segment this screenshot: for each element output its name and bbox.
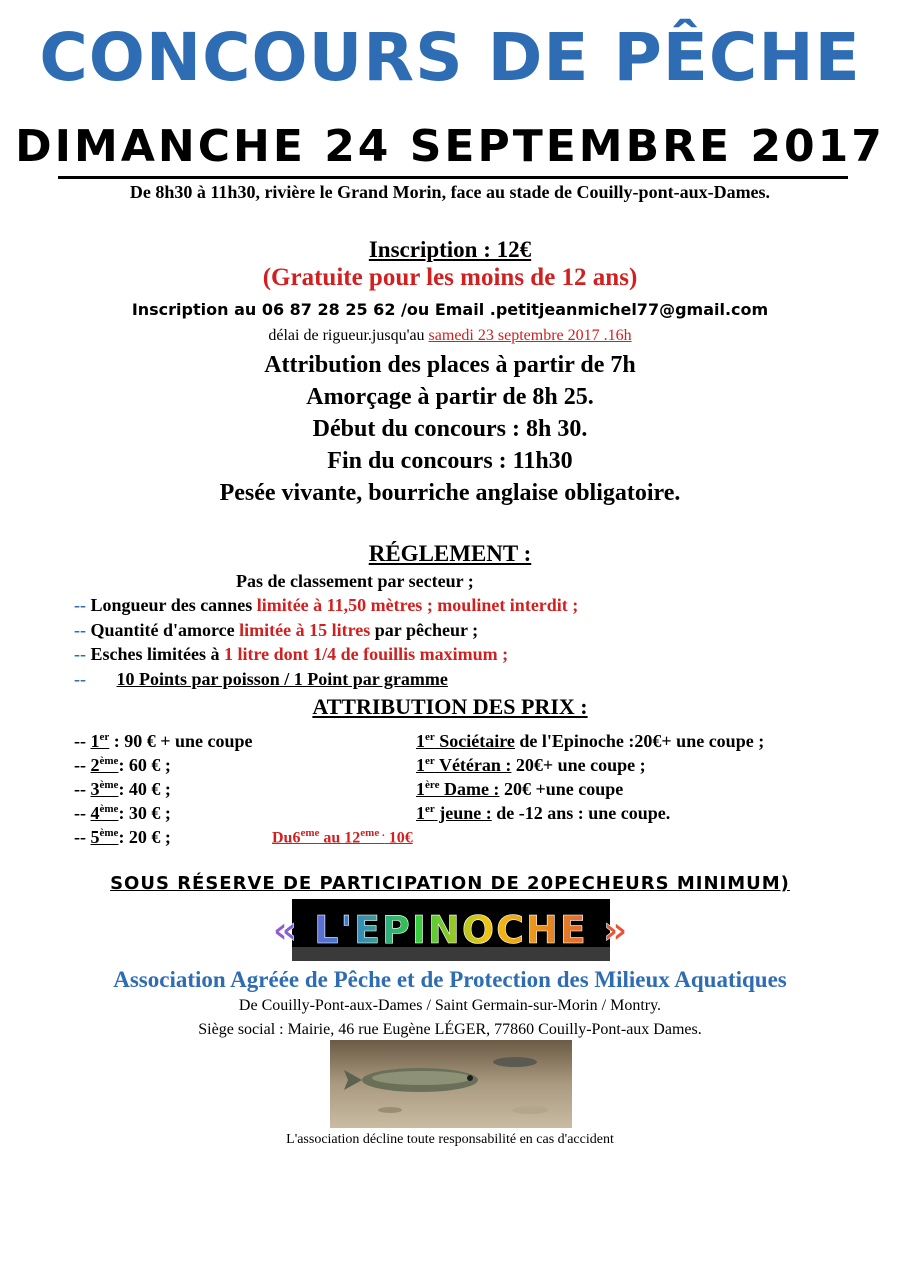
schedule-line: Attribution des places à partir de 7h <box>264 352 636 378</box>
inscription-deadline <box>0 326 900 346</box>
prix-title: ATTRIBUTION DES PRIX : <box>312 694 588 719</box>
reglement-points: -- 10 Points par poisson / 1 Point par gramme <box>74 669 448 689</box>
reglement-item: -- Longueur des cannes limitée à 11,50 mètres ; moulinet interdit ; <box>74 595 579 615</box>
epinoche-logo-graphic <box>272 899 630 961</box>
prix-row: -- 1er : 90 € + une coupe <box>74 731 253 751</box>
deadline-date: samedi 23 septembre 2017 .16h <box>428 327 632 344</box>
inscription-price: Inscription : 12€ <box>368 237 532 262</box>
event-date: DIMANCHE 24 SEPTEMBRE 2017 <box>15 121 885 172</box>
fish-photo <box>330 1040 572 1128</box>
disclaimer: L'association décline toute responsabilité en cas d'accident <box>286 1132 614 1147</box>
date-underline <box>58 176 848 179</box>
epinoche-logo <box>272 899 630 961</box>
schedule-line: Fin du concours : 11h30 <box>327 448 573 474</box>
prix-special: 1er Sociétaire de l'Epinoche :20€+ une coupe ; <box>416 731 765 751</box>
epinoche-logo-text: « L'EPINOCHE » <box>272 908 630 952</box>
inscription-contact: Inscription au 06 87 28 25 62 /ou Email .petitjeanmichel77@gmail.com <box>131 300 769 319</box>
prix-special: 1er Vétéran : 20€+ une coupe ; <box>416 755 646 775</box>
prix-row: -- 5ème: 20 € ; <box>74 827 171 847</box>
association-address: Siège social : Mairie, 46 rue Eugène LÉGER, 77860 Couilly-Pont-aux Dames. <box>198 1021 702 1038</box>
reglement-item: -- Quantité d'amorce limitée à 15 litres par pêcheur ; <box>74 620 479 640</box>
reglement-item: -- Esches limitées à 1 litre dont 1/4 de fouillis maximum ; <box>74 644 509 664</box>
reglement-title: RÉGLEMENT : <box>368 541 532 566</box>
prix-row: -- 3ème: 40 € ; <box>74 779 171 799</box>
poster-title: CONCOURS DE PÊCHE <box>39 19 861 96</box>
prix-row: -- 4ème: 30 € ; <box>74 803 171 823</box>
participation-notice: SOUS RÉSERVE DE PARTICIPATION DE 20PECHEURS MINIMUM) <box>110 873 790 894</box>
association-name: Association Agréée de Pêche et de Protection des Milieux Aquatiques <box>113 967 787 992</box>
deadline-prefix: délai de rigueur.jusqu'au <box>268 327 425 344</box>
prix-extra: Du6eme au $12^{eme .}$ 10€ <box>272 827 413 847</box>
schedule-line: Pesée vivante, bourriche anglaise obligatoire. <box>219 480 681 506</box>
schedule-line: Amorçage à partir de 8h 25. <box>306 384 594 410</box>
schedule-line: Début du concours : 8h 30. <box>312 416 588 442</box>
prix-special: 1er jeune : de -12 ans : une coupe. <box>416 803 671 823</box>
prix-row: -- 2ème: 60 € ; <box>74 755 171 775</box>
inscription-free: (Gratuite pour les moins de 12 ans) <box>262 264 638 291</box>
reglement-intro: Pas de classement par secteur ; <box>236 571 474 591</box>
stickleback-image <box>330 1040 572 1128</box>
prix-special: 1ère Dame : 20€ +une coupe <box>416 779 624 799</box>
event-hours: De 8h30 à 11h30, rivière le Grand Morin, face au stade de Couilly-pont-aux-Dames. <box>129 182 771 202</box>
association-towns: De Couilly-Pont-aux-Dames / Saint Germain-sur-Morin / Montry. <box>238 997 662 1014</box>
